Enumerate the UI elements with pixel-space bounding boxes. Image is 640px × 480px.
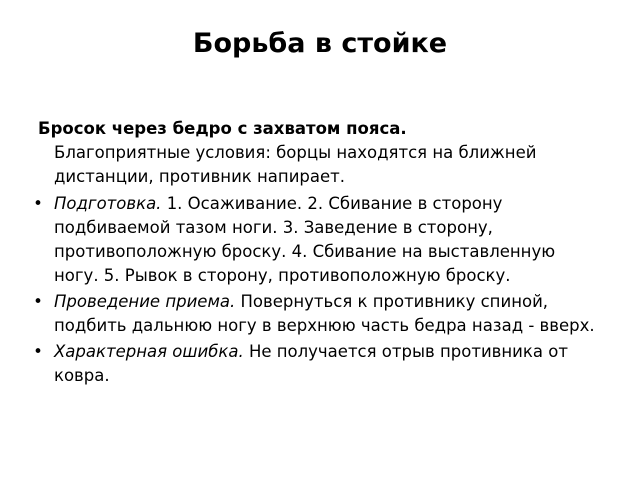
bullet-icon: •	[33, 194, 43, 213]
bullet-icon: •	[33, 342, 43, 361]
bullet-item-execution	[33, 290, 598, 338]
bullet-label: Проведение приема.	[54, 292, 241, 311]
bullet-icon: •	[33, 292, 43, 311]
slide-title: Борьба в стойке	[192, 28, 448, 59]
lead-heading: Бросок через бедро с захватом пояса.	[38, 119, 407, 138]
bullet-text: 1. Осаживание. 2. Сбивание в сторону подбиваемой тазом ноги. 3. Заведение в сторону, противоположную броску. 4. Сбивание на выставленную ногу. 5. Рывок в сторону, противоположную броску.	[54, 194, 556, 285]
bullet-text: Не получается отрыв противника от ковра.	[54, 342, 568, 385]
slide-content	[33, 117, 598, 390]
bullet-label: Характерная ошибка.	[54, 342, 249, 361]
bullet-list	[33, 192, 598, 388]
bullet-item-typical-error	[33, 340, 598, 388]
bullet-text: Повернуться к противнику спиной, подбить дальнюю ногу в верхнюю часть бедра назад - вверх.	[54, 292, 595, 335]
lead-text: Благоприятные условия: борцы находятся на ближней дистанции, противник напирает.	[54, 143, 537, 186]
lead-paragraph	[38, 117, 598, 189]
bullet-item-preparation	[33, 192, 598, 288]
bullet-label: Подготовка.	[54, 194, 167, 213]
